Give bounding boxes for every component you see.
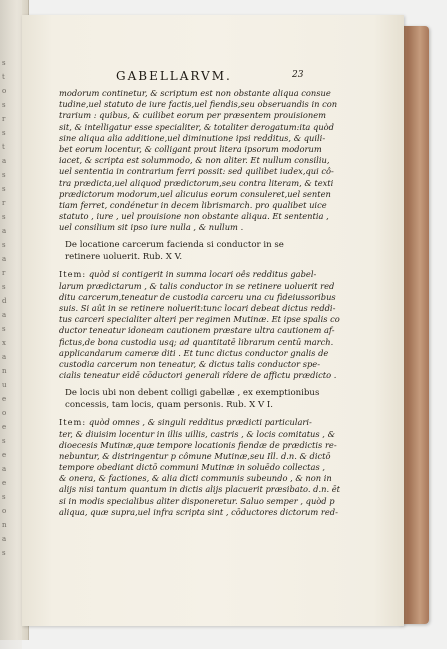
text-line-rest: quòd omnes , & singuli redditus prædicti particulari-: [86, 417, 312, 428]
facing-page-text-fragment: e: [2, 451, 7, 459]
facing-page-text-fragment: t: [2, 73, 5, 81]
text-line: iacet, & scripta est solummodo, & non aliter. Et nullum consiliu,: [59, 155, 330, 166]
facing-page-text-fragment: a: [2, 157, 7, 165]
heading-line: retinere uoluerit. Rub. X V.: [65, 252, 183, 263]
facing-page-text-fragment: s: [2, 213, 6, 221]
page-header: [0, 69, 447, 85]
text-line: [59, 269, 377, 280]
spine-shadow: [0, 0, 22, 649]
rubric-heading-15: [59, 239, 377, 263]
text-line: bet eorum locentur, & colligant prout litera ipsorum modorum: [59, 143, 322, 154]
text-line: modorum continetur, & scriptum est non obstante aliqua consue: [59, 88, 331, 98]
facing-page-text-fragment: s: [2, 493, 6, 501]
text-line: nebuntur, & distringentur p cômune Mutinæ,seu Ill. d.n. & dictō: [59, 450, 331, 461]
text-line: trarium : quibus, & cuilibet eorum per præsentem prouisionem: [59, 110, 326, 121]
facing-page-text-fragment: s: [2, 185, 6, 193]
paragraph-1: [59, 88, 377, 233]
text-line: cialis teneatur eidē cōductori generali rîdere de affictu prædicto .: [59, 370, 337, 381]
facing-page-text-fragment: u: [2, 381, 7, 389]
facing-page-text-fragment: s: [2, 171, 6, 179]
text-line: ter, & diuisim locentur in illis uillis, castris , & locis comitatus , &: [59, 428, 335, 439]
heading-line: De locatione carcerum facienda si conductor in se: [65, 240, 284, 251]
paragraph-2: [59, 269, 377, 381]
text-line: uel consilium sit ipso iure nulla , & nullum .: [59, 222, 244, 233]
text-line: fictus,de bona custodia usq; ad quantitatē librarum centū march.: [59, 336, 334, 347]
text-line: tra prædicta,uel aliquod prædictorum,seu contra literam, & texti: [59, 177, 334, 188]
text-line-rest: quòd si contigerit in summa locari oês redditus gabel-: [86, 269, 317, 280]
text-line: ditu carcerum,teneatur de custodia carceru una cu fideiussoribus: [59, 291, 336, 302]
facing-page-text-fragment: r: [2, 115, 6, 123]
text-line: si in modis specialibus aliter disponeretur. Saluo semper , quòd p: [59, 495, 335, 506]
facing-page-text-fragment: r: [2, 269, 6, 277]
text-line: tudine,uel statuto de iure factis,uel fiendis,seu obseruandis in con: [59, 99, 338, 110]
facing-page-text-fragment: s: [2, 283, 6, 291]
facing-page-text-fragment: t: [2, 143, 5, 151]
facing-page-text-fragment: s: [2, 129, 6, 137]
heading-line: De locis ubi non debent colligi gabellæ , ex exemptionibus: [65, 388, 320, 399]
rubric-heading-16: [59, 387, 377, 411]
facing-page-text-fragment: e: [2, 479, 7, 487]
text-line: tempore obediant dictō communi Mutinæ in soluēdo collectas ,: [59, 462, 325, 473]
paragraph-3: [59, 417, 377, 518]
text-line: dioecesis Mutinæ,quæ tempore locationis fiendæ de prædictis re-: [59, 439, 337, 450]
text-line: prædictorum modorum,uel alicuius eorum consuleret,uel senten: [59, 188, 331, 199]
facing-page-text-fragment: a: [2, 465, 7, 473]
facing-page-text-fragment: x: [2, 339, 6, 347]
facing-page-text-fragment: s: [2, 437, 6, 445]
facing-page-text-fragment: o: [2, 87, 7, 95]
facing-page-text-fragment: e: [2, 423, 7, 431]
text-line: ductor teneatur idoneam cautionem præstare ultra cautionem af-: [59, 325, 335, 336]
running-title: GABELLARVM.: [116, 69, 232, 83]
folio-number: 23: [292, 70, 304, 80]
facing-page-text-fragment: n: [2, 521, 7, 529]
item-initial: Item:: [59, 417, 87, 428]
facing-page-text-fragment: o: [2, 507, 7, 515]
facing-page-text-fragment: r: [2, 199, 6, 207]
facing-page-text-fragment: n: [2, 367, 7, 375]
facing-page-text-fragment: s: [2, 241, 6, 249]
text-line: tiam ferret, condénetur in decem librismarch. pro qualibet uice: [59, 199, 327, 210]
text-line: [59, 417, 377, 428]
facing-page-text-fragment: o: [2, 409, 7, 417]
text-line: custodia carcerum non teneatur, & dictus talis conductor spe-: [59, 358, 321, 369]
text-line: alijs nisi tantum quantum in dictis alijs placuerit præsibato. d.n. ēt: [59, 484, 340, 495]
text-line: aliqua, quæ supra,uel infra scripta sint , cōductores dictorum red-: [59, 506, 338, 517]
text-line: sine aliqua alia additione,uel diminutione ipsi redditus, & quili-: [59, 132, 326, 143]
text-line: uel sententia in contrarium ferri possit: sed quilibet iudex,qui cô-: [59, 166, 334, 177]
text-line: suis. Si aût in se retinere noluerit:tunc locari debeat dictus reddi-: [59, 303, 336, 313]
text-line: applicandarum cameræ diti . Et tunc dictus conductor gnalis de: [59, 347, 329, 358]
facing-page-text-fragment: s: [2, 101, 6, 109]
facing-page-text-fragment: e: [2, 395, 7, 403]
facing-page-text-fragment: a: [2, 535, 7, 543]
facing-page-text-fragment: d: [2, 297, 7, 305]
facing-page-text-fragment: s: [2, 549, 6, 557]
facing-page-text-fragment: s: [2, 59, 6, 67]
text-line: tus carceri specialiter alteri per regimen Mutinæ. Et ipse spalis co: [59, 314, 340, 325]
text-line: statuto , iure , uel prouisione non obstante aliqua. Et sententia ,: [59, 211, 329, 222]
facing-page-text-fragment: a: [2, 227, 7, 235]
facing-page-text-fragment: a: [2, 353, 7, 361]
facing-page-text-fragment: a: [2, 255, 7, 263]
heading-line: concessis, tam locis, quam personis. Rub. X V I.: [65, 400, 274, 411]
facing-page-text-fragment: a: [2, 311, 7, 319]
item-initial: Item:: [59, 269, 87, 280]
facing-page-text-fragment: s: [2, 325, 6, 333]
text-line: sit, & intelligatur esse specialiter, & totaliter derogatum:ita quòd: [59, 121, 334, 132]
text-block: [59, 88, 377, 518]
text-line: & onera, & factiones, & alia dicti communis subeundo , & non in: [59, 473, 332, 484]
text-line: larum prædictarum , & talis conductor in se retinere uoluerit red: [59, 280, 335, 291]
